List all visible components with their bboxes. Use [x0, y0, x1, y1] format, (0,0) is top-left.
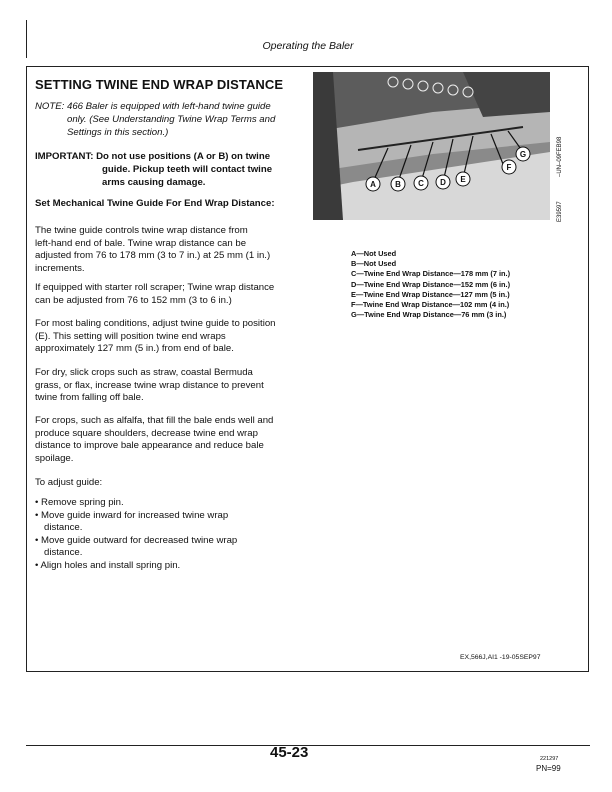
- paragraph-line: For most baling conditions, adjust twine guide to position: [35, 318, 276, 329]
- note-block: [35, 100, 310, 139]
- body-paragraph: [35, 415, 310, 465]
- note-line: only. (See Understanding Twine Wrap Terms and: [67, 114, 276, 125]
- legend-item: G—Twine End Wrap Distance—76 mm (3 in.): [351, 310, 507, 320]
- callout-label: F: [506, 163, 512, 172]
- body-paragraph: [35, 477, 310, 490]
- paragraph-line: (E). This setting will position twine end wraps: [35, 330, 226, 342]
- legend-item: A—Not Used: [351, 249, 397, 258]
- body-paragraph: [35, 282, 310, 307]
- instruction-line: • Move guide outward for decreased twine wrap: [35, 534, 238, 546]
- page-number: 45-23: [270, 744, 309, 761]
- procedure-subheading: Set Mechanical Twine Guide For End Wrap Distance:: [35, 198, 275, 209]
- important-line: arms causing damage.: [102, 177, 206, 188]
- legend-item: E—Twine End Wrap Distance—127 mm (5 in.): [351, 289, 510, 299]
- page-title: SETTING TWINE END WRAP DISTANCE: [35, 77, 284, 92]
- instruction-item: [35, 497, 310, 510]
- important-block: [35, 150, 310, 189]
- callout-label: D: [440, 178, 446, 187]
- instruction-item: [35, 510, 310, 535]
- figure-side-code: –UN–09FEB98: [557, 136, 563, 177]
- callout-label: C: [418, 179, 424, 188]
- callout-label: B: [395, 180, 401, 189]
- paragraph-line: The twine guide controls twine wrap distance from: [35, 225, 248, 236]
- pn-code: PN=99: [536, 764, 561, 773]
- body-paragraph: [35, 318, 310, 356]
- document-code: EX,566J,AI1 -19-05SEP97: [460, 654, 541, 661]
- instruction-line: distance.: [44, 547, 83, 559]
- instruction-item: [35, 560, 310, 573]
- figure-legend: [351, 249, 510, 320]
- top-rule: [26, 20, 27, 58]
- instruction-item: [35, 535, 310, 560]
- paragraph-line: spoilage.: [35, 452, 74, 464]
- paragraph-line: For dry, slick crops such as straw, coastal Bermuda: [35, 367, 253, 378]
- legend-item: D—Twine End Wrap Distance—152 mm (6 in.): [351, 279, 511, 289]
- instruction-line: • Align holes and install spring pin.: [35, 559, 181, 571]
- paragraph-line: can be adjusted from 76 to 152 mm (3 to 6 in.): [35, 294, 232, 306]
- paragraph-line: grass, or flax, increase twine wrap distance to prevent: [35, 379, 264, 391]
- instruction-line: • Remove spring pin.: [35, 497, 124, 508]
- callout-label: G: [519, 150, 527, 159]
- paragraph-line: distance to improve bale appearance and reduce bale: [35, 440, 264, 452]
- instruction-list: [35, 497, 310, 573]
- important-line: IMPORTANT: Do not use positions (A or B) on twine: [35, 151, 271, 162]
- body-paragraph: [35, 225, 310, 275]
- instruction-line: • Move guide inward for increased twine wrap: [35, 509, 229, 521]
- callout-label: E: [460, 175, 466, 184]
- figure-side-codes: [553, 72, 567, 232]
- legend-item: C—Twine End Wrap Distance—178 mm (7 in.): [351, 269, 511, 279]
- paragraph-line: increments.: [35, 262, 85, 274]
- note-line: NOTE: 466 Baler is equipped with left-hand twine guide: [35, 101, 271, 112]
- paragraph-line: twine from falling off bale.: [35, 392, 144, 404]
- paragraph-line: adjusted from 76 to 178 mm (3 to 7 in.) at 25 mm (1 in.): [35, 250, 271, 262]
- note-line: Settings in this section.): [67, 127, 169, 138]
- legend-item: B—Not Used: [351, 259, 397, 269]
- body-paragraph: [35, 367, 310, 405]
- paragraph-line: produce square shoulders, decrease twine end wrap: [35, 427, 258, 439]
- paragraph-line: left-hand end of bale. Twine wrap distance can be: [35, 237, 247, 249]
- twine-guide-figure: [313, 72, 550, 220]
- revision-code: 221297: [540, 756, 559, 762]
- paragraph-line: To adjust guide:: [35, 477, 103, 488]
- paragraph-line: approximately 127 mm (5 in.) from end of bale.: [35, 343, 234, 355]
- instruction-line: distance.: [44, 522, 83, 534]
- important-line: guide. Pickup teeth will contact twine: [102, 164, 273, 175]
- section-header: Operating the Baler: [262, 40, 354, 52]
- paragraph-line: If equipped with starter roll scraper; Twine wrap distance: [35, 282, 275, 293]
- figure-image-code: E39597: [557, 201, 563, 222]
- paragraph-line: For crops, such as alfalfa, that fill the bale ends well and: [35, 415, 274, 426]
- legend-item: F—Twine End Wrap Distance—102 mm (4 in.): [351, 300, 510, 310]
- callout-label: A: [370, 180, 376, 189]
